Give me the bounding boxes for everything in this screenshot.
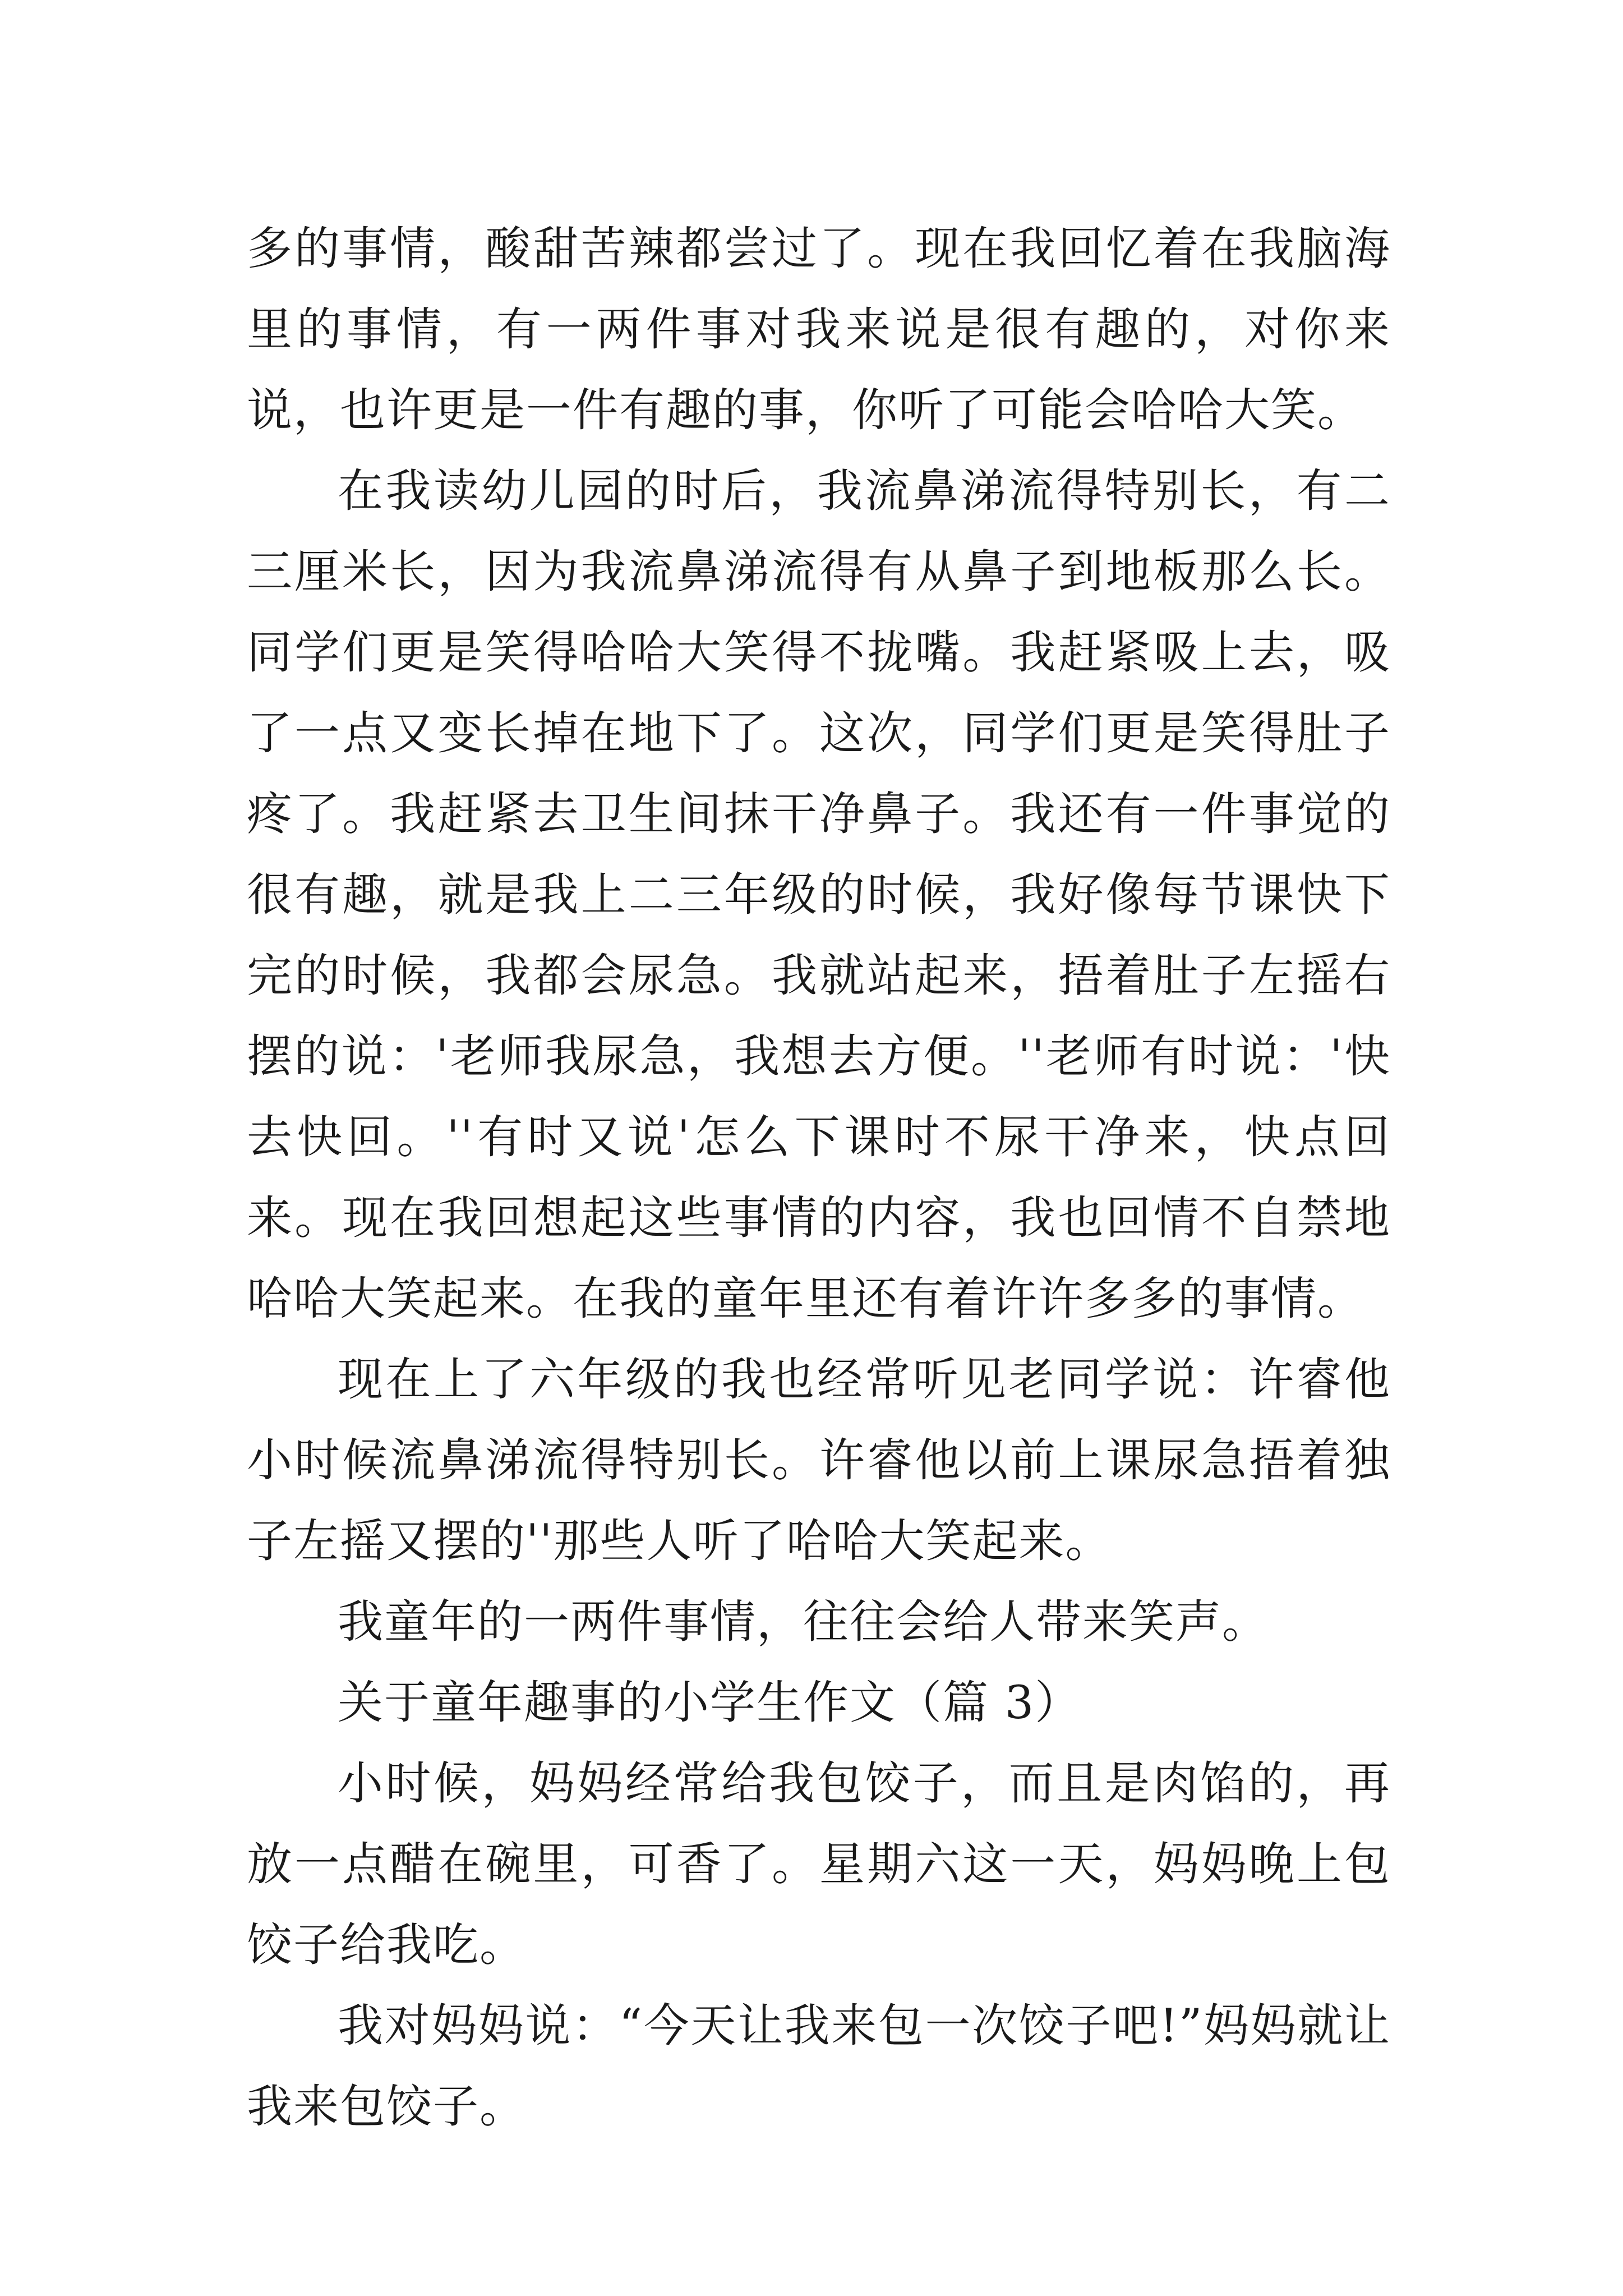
paragraph-kindergarten-story: 在我读幼儿园的时后，我流鼻涕流得特别长，有二三厘米长，因为我流鼻涕流得有从鼻子到地板那么长。同学们更是笑得哈哈大笑得不拢嘴。我赶紧吸上去，吸了一点又变长掉在地下了。这次，同学们更是笑得肚子疼了。我赶紧去卫生间抹干净鼻子。我还有一件事觉的很有趣，就是我上二三年级的时候，我好像每节课快下完的时候，我都会尿急。我就站起来，捂着肚子左摇右摆的说：'老师我尿急，我想去方便。''老师有时说：'快去快回。''有时又说'怎么下课时不尿干净来，快点回来。现在我回想起这些事情的内容，我也回情不自禁地哈哈大笑起来。在我的童年里还有着许许多多的事情。 — [247, 465, 1391, 1326]
paragraph-sixth-grade: 现在上了六年级的我也经常听见老同学说：许睿他小时候流鼻涕流得特别长。许睿他以前上课尿急捂着独子左摇又摆的''那些人听了哈哈大笑起来。 — [247, 1354, 1391, 1568]
paragraph-laughter: 我童年的一两件事情，往往会给人带来笑声。 — [338, 1596, 1269, 1649]
paragraph-continuation: 多的事情，酸甜苦辣都尝过了。现在我回忆着在我脑海里的事情，有一两件事对我来说是很有趣的，对你来说，也许更是一件有趣的事，你听了可能会哈哈大笑。 — [247, 223, 1391, 437]
essay-heading: 关于童年趣事的小学生作文（篇 3） — [338, 1677, 1082, 1729]
paragraph-dialogue: 我对妈妈说：“今天让我来包一次饺子吧!”妈妈就让我来包饺子。 — [247, 2000, 1391, 2133]
paragraph-dumplings: 小时候，妈妈经常给我包饺子，而且是肉馅的，再放一点醋在碗里，可香了。星期六这一天，妈妈晚上包饺子给我吃。 — [247, 1757, 1391, 1972]
essay-body — [247, 209, 1391, 2147]
